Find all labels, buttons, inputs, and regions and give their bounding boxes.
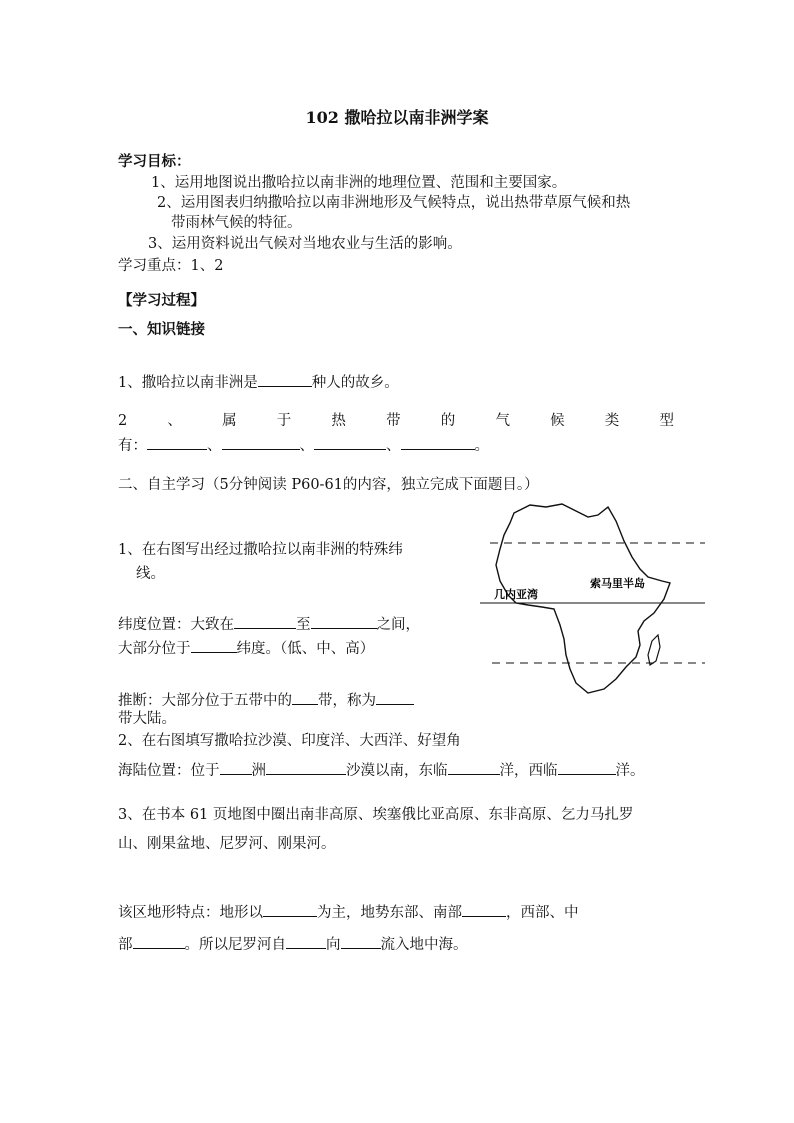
question-2-1-line1: 1、在右图写出经过撒哈拉以南非洲的特殊纬: [118, 542, 403, 558]
answer-blank[interactable]: [222, 433, 300, 450]
question-2-1-line2: 线。: [136, 566, 165, 582]
answer-blank[interactable]: [191, 636, 237, 653]
objective-item-3: 3、运用资料说出气候对当地农业与生活的影响。: [148, 236, 462, 252]
objectives-heading: 学习目标：: [118, 153, 191, 170]
answer-blank[interactable]: [292, 688, 318, 705]
learning-focus: 学习重点：1、2: [118, 258, 224, 274]
sea-land-position: 海陆位置：位于 洲 沙漠以南，东临 洋，西临 洋。: [118, 758, 645, 781]
inference-line1: 推断：大部分位于五带中的 带，称为: [118, 688, 414, 711]
answer-blank[interactable]: [311, 612, 377, 629]
objective-item-1: 1、运用地图说出撒哈拉以南非洲的地理位置、范围和主要国家。: [151, 175, 567, 191]
objective-item-2-cont: 带雨林气候的特征。: [171, 215, 302, 231]
answer-blank[interactable]: [376, 688, 414, 705]
process-heading: 【学习过程】: [118, 292, 205, 309]
label-gulf-of-guinea: 几内亚湾: [494, 588, 538, 601]
section2-heading: 二、自主学习（5分钟阅读 P60-61的内容，独立完成下面题目。）: [118, 477, 539, 493]
answer-blank[interactable]: [448, 758, 500, 775]
answer-blank[interactable]: [401, 433, 475, 450]
latitude-line1: 纬度位置：大致在 至 之间，: [118, 612, 420, 635]
question-1-2-line1: 2 、 属 于 热 带 的 气 候 类 型: [118, 413, 674, 429]
latitude-line2: 大部分位于 纬度。（低、中、高）: [118, 636, 374, 659]
madagascar-outline: [648, 635, 660, 665]
answer-blank[interactable]: [341, 932, 381, 949]
answer-blank[interactable]: [263, 900, 317, 917]
answer-blank[interactable]: [558, 758, 616, 775]
question-1-2-line2: 有： 、 、 、 。: [118, 433, 489, 456]
question-1-1: 1、撒哈拉以南非洲是 种人的故乡。: [118, 370, 399, 393]
objective-item-2: 2、运用图表归纳撒哈拉以南非洲地形及气候特点，说出热带草原气候和热: [157, 195, 631, 211]
africa-outline-map: [480, 495, 720, 705]
question-2-3-line1: 3、在书本 61 页地图中圈出南非高原、埃塞俄比亚高原、东非高原、乞力马扎罗: [118, 807, 634, 823]
answer-blank[interactable]: [286, 932, 326, 949]
answer-blank[interactable]: [258, 370, 312, 387]
answer-blank[interactable]: [133, 932, 185, 949]
page-title: 102 撒哈拉以南非洲学案: [305, 108, 489, 127]
inference-line2: 带大陆。: [118, 711, 176, 727]
label-somali-peninsula: 索马里半岛: [590, 577, 645, 590]
question-2-2: 2、在右图填写撒哈拉沙漠、印度洋、大西洋、好望角: [118, 733, 461, 749]
answer-blank[interactable]: [314, 433, 386, 450]
answer-blank[interactable]: [220, 758, 252, 775]
answer-blank[interactable]: [234, 612, 296, 629]
question-2-3-line2: 山、刚果盆地、尼罗河、刚果河。: [118, 836, 336, 852]
terrain-line1: 该区地形特点：地形以 为主，地势东部、南部 ，西部、中: [118, 900, 579, 923]
answer-blank[interactable]: [266, 758, 346, 775]
section1-heading: 一、知识链接: [118, 321, 205, 338]
terrain-line2: 部 。所以尼罗河自 向 流入地中海。: [118, 932, 468, 955]
answer-blank[interactable]: [147, 433, 207, 450]
answer-blank[interactable]: [462, 900, 506, 917]
